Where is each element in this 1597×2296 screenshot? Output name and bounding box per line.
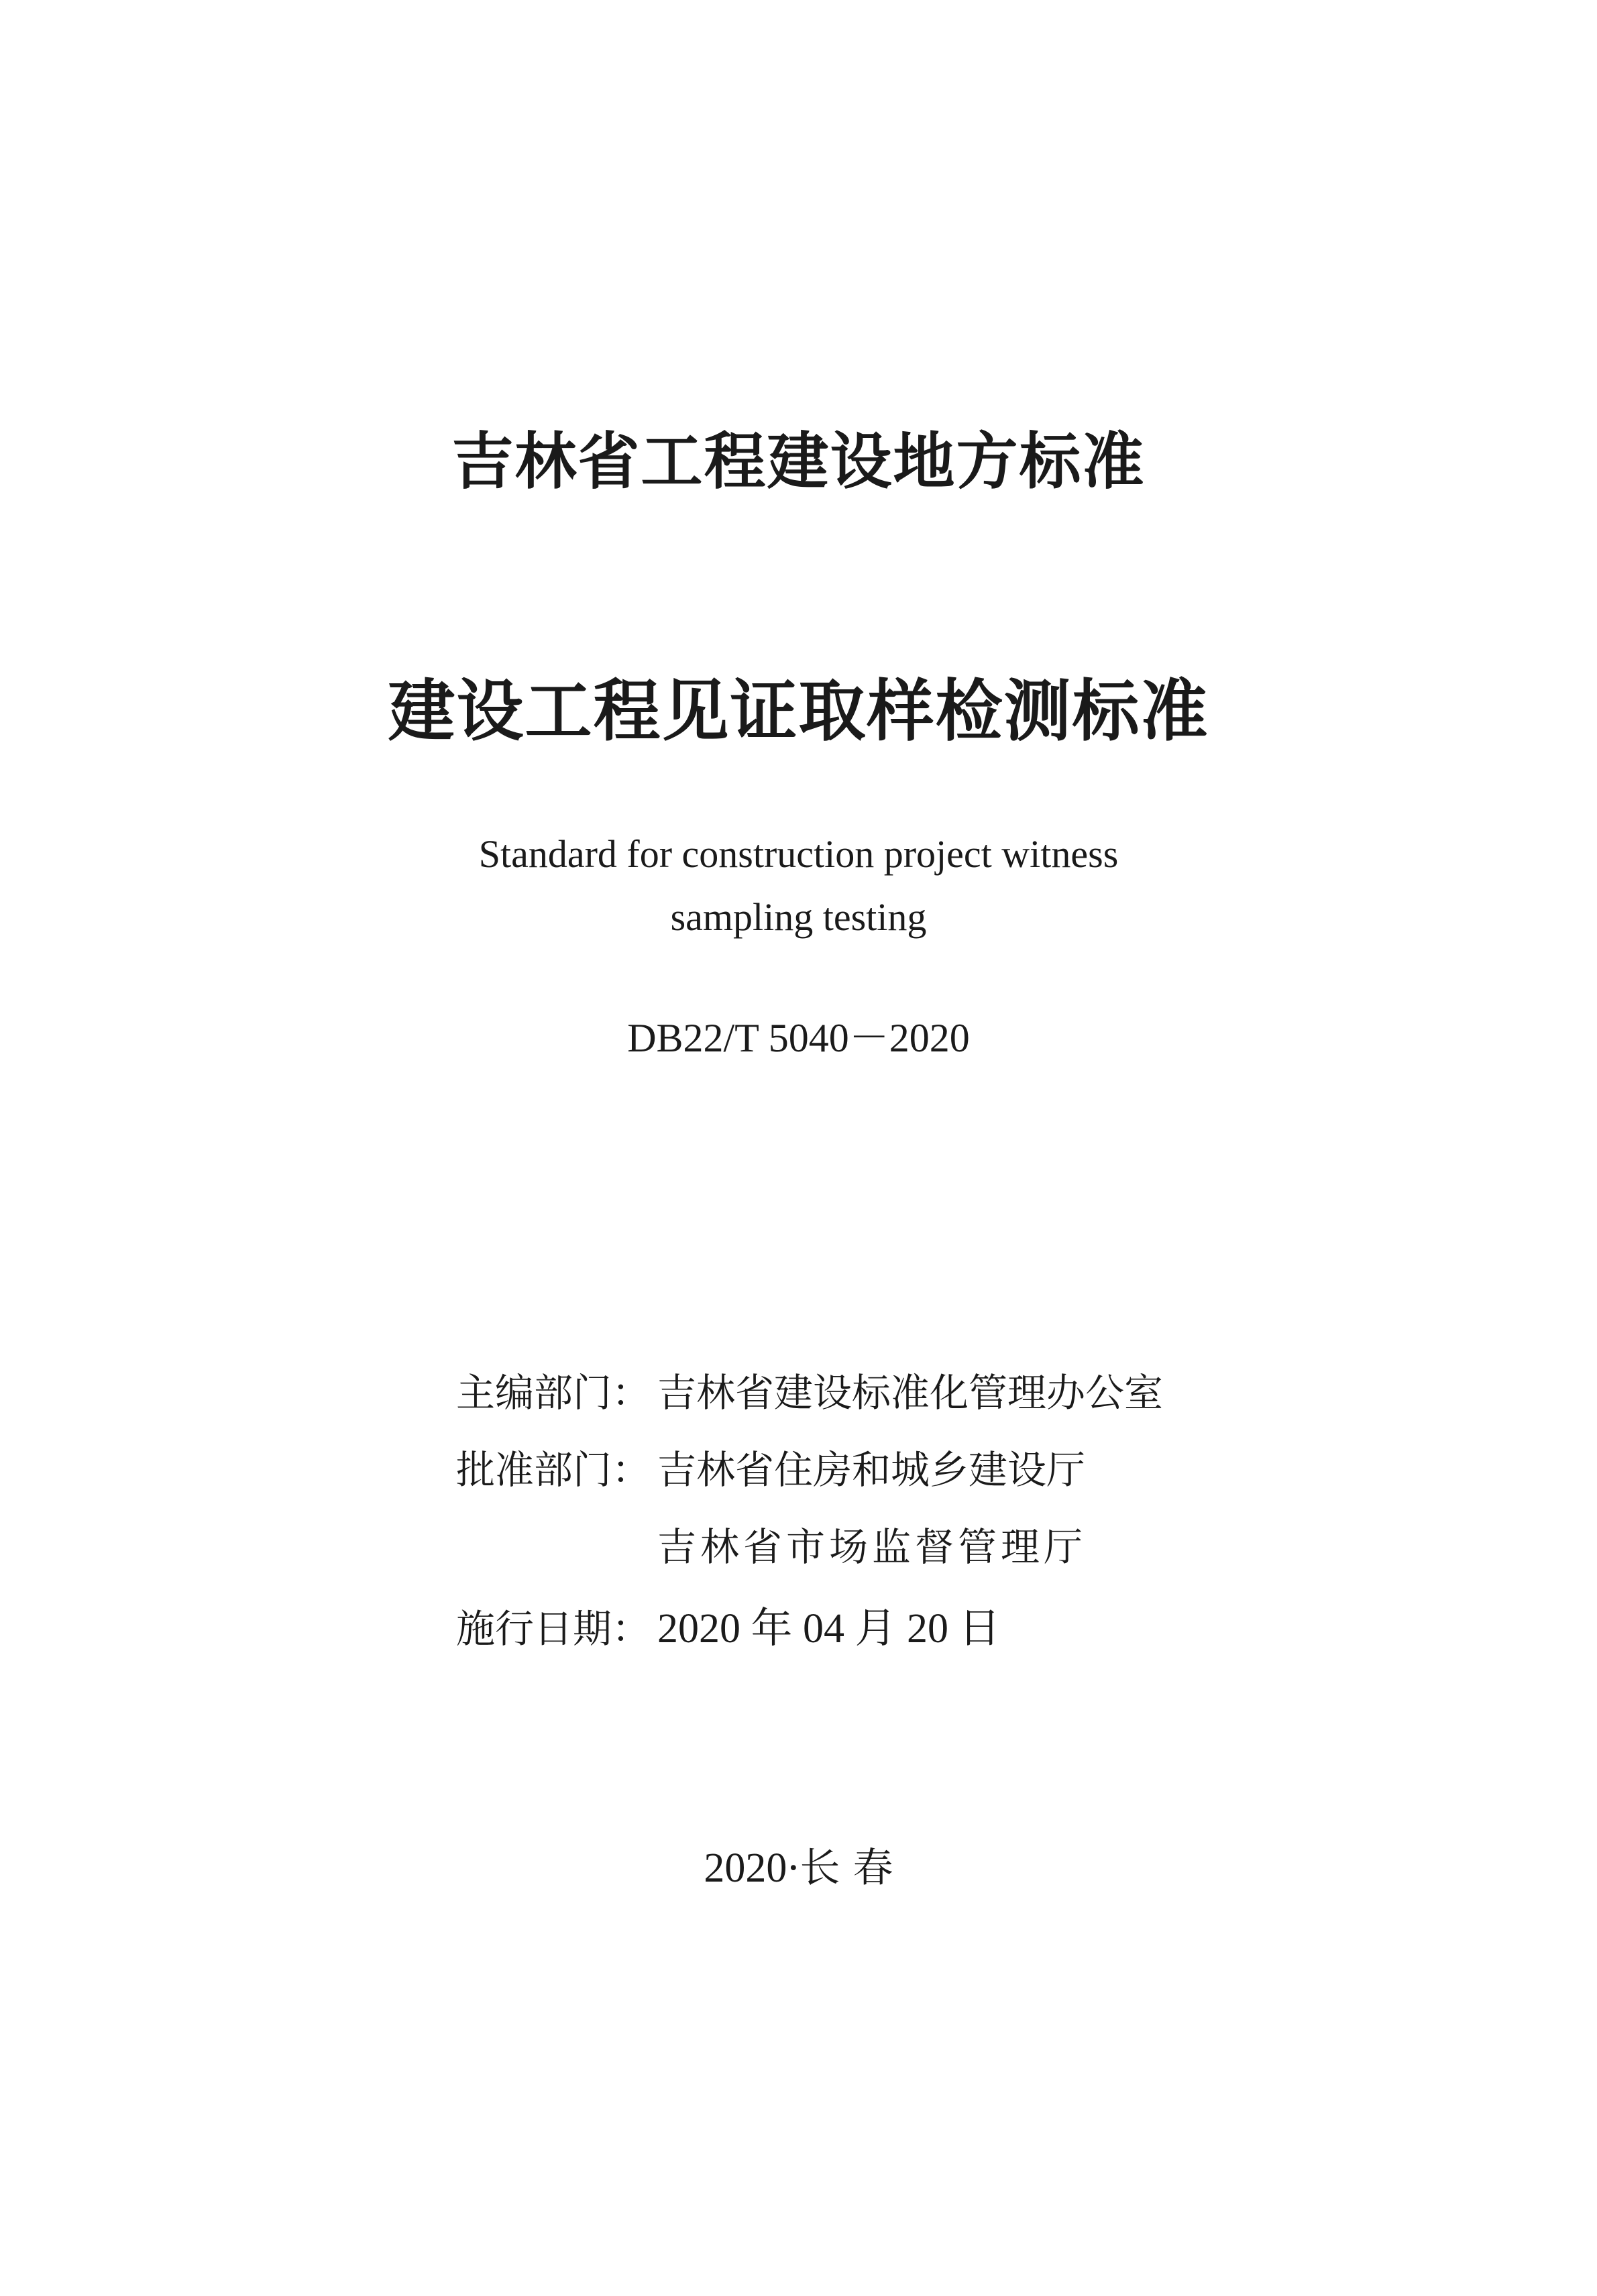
approver-value-1: 吉林省住房和城乡建设厅	[657, 1447, 1086, 1493]
approver-row	[456, 1438, 1085, 1495]
series-title: 吉林省工程建设地方标准	[451, 426, 1146, 498]
editor-label: 主编部门：	[456, 1370, 651, 1416]
standard-code: DB22/T 5040－2020	[627, 1016, 970, 1060]
effective-date-value: 2020 年 04 月 20 日	[657, 1606, 1001, 1652]
english-title-line-2: sampling testing	[670, 895, 927, 939]
approver-row-2	[456, 1515, 1087, 1572]
effective-date-label: 施行日期：	[456, 1606, 651, 1652]
imprint	[0, 1836, 1597, 1894]
imprint-year: 2020	[704, 1845, 787, 1891]
effective-date-row	[456, 1595, 1001, 1654]
approver-value-2: 吉林省市场监督管理厅	[657, 1524, 1087, 1570]
main-title: 建设工程见证取样检测标准	[388, 672, 1209, 750]
imprint-place: 长 春	[800, 1845, 893, 1892]
approver-label: 批准部门：	[456, 1447, 651, 1493]
editor-row	[456, 1361, 1163, 1418]
english-title-line-1: Standard for construction project witness	[478, 832, 1119, 876]
imprint-separator: ·	[787, 1845, 800, 1892]
editor-value: 吉林省建设标准化管理办公室	[657, 1370, 1164, 1416]
